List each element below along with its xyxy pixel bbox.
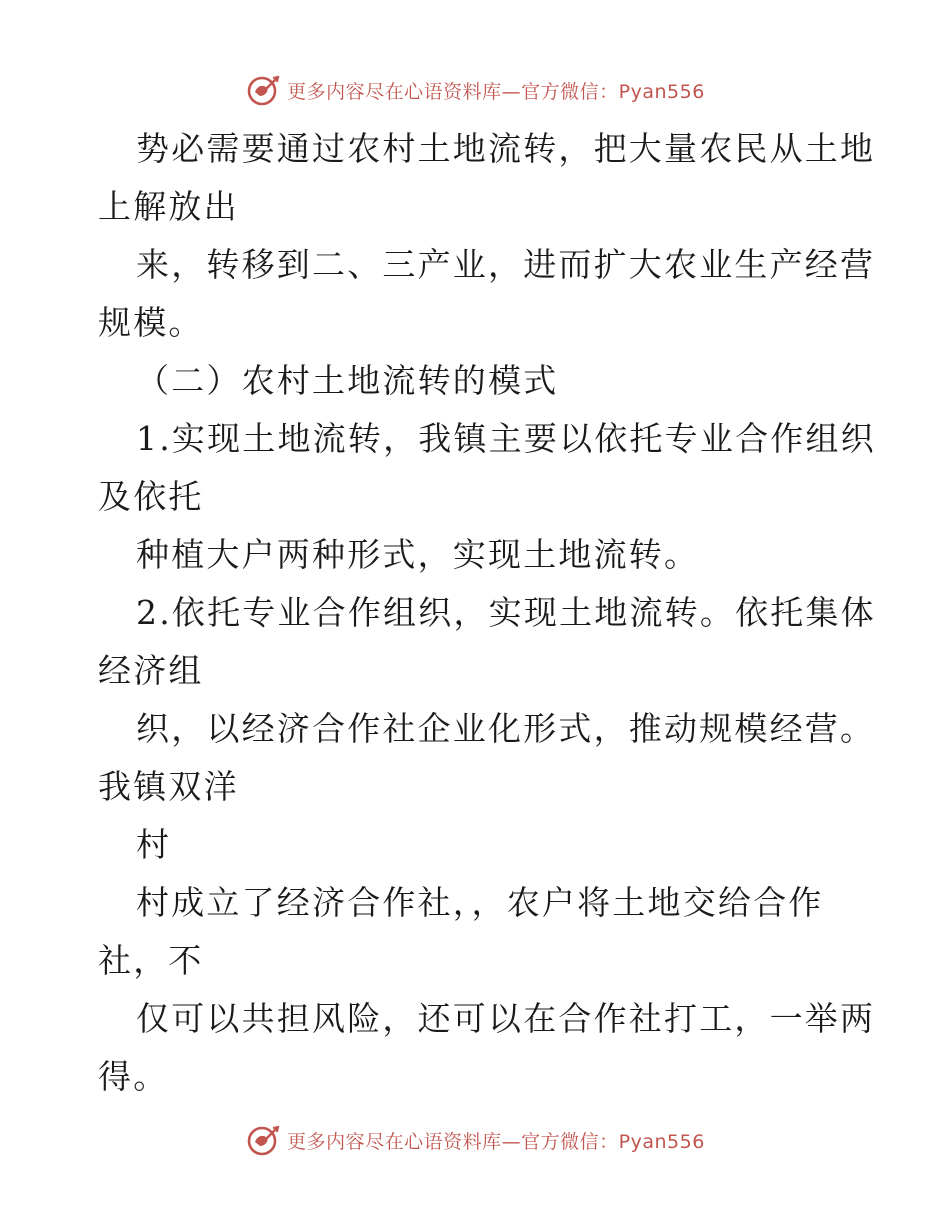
body-line: 仅可以共担风险，还可以在合作社打工，一举两 xyxy=(136,999,876,1038)
body-line: 2.依托专业合作组织，实现土地流转。依托集体 xyxy=(136,593,876,632)
body-line: 势必需要通过农村土地流转，把大量农民从土地 xyxy=(136,129,876,168)
body-line: 织，以经济合作社企业化形式，推动规模经营。 xyxy=(136,709,876,748)
header-banner-text: 更多内容尽在心语资料库—官方微信：Pyan556 xyxy=(287,80,705,103)
body-line: 来，转移到二、三产业，进而扩大农业生产经营 xyxy=(136,245,876,284)
footer-banner xyxy=(0,1120,950,1160)
document-body xyxy=(98,120,876,1106)
body-line: 经济组 xyxy=(98,651,204,690)
quill-heart-logo-icon xyxy=(245,1122,281,1158)
body-line: 村 xyxy=(136,825,172,864)
section-heading: （二）农村土地流转的模式 xyxy=(136,361,559,400)
header-banner xyxy=(0,70,950,110)
quill-heart-logo-icon xyxy=(245,72,281,108)
body-line: 村成立了经济合作社，，农户将土地交给合作 xyxy=(136,883,824,922)
body-line: 上解放出 xyxy=(98,187,239,226)
body-line: 得。 xyxy=(98,1057,169,1096)
body-line: 社，不 xyxy=(98,941,204,980)
body-line: 种植大户两种形式，实现土地流转。 xyxy=(136,535,700,574)
body-line: 及依托 xyxy=(98,477,204,516)
footer-banner-text: 更多内容尽在心语资料库—官方微信：Pyan556 xyxy=(287,1130,705,1153)
body-line: 1.实现土地流转，我镇主要以依托专业合作组织 xyxy=(136,419,876,458)
body-line: 我镇双洋 xyxy=(98,767,239,806)
body-line: 规模。 xyxy=(98,303,204,342)
